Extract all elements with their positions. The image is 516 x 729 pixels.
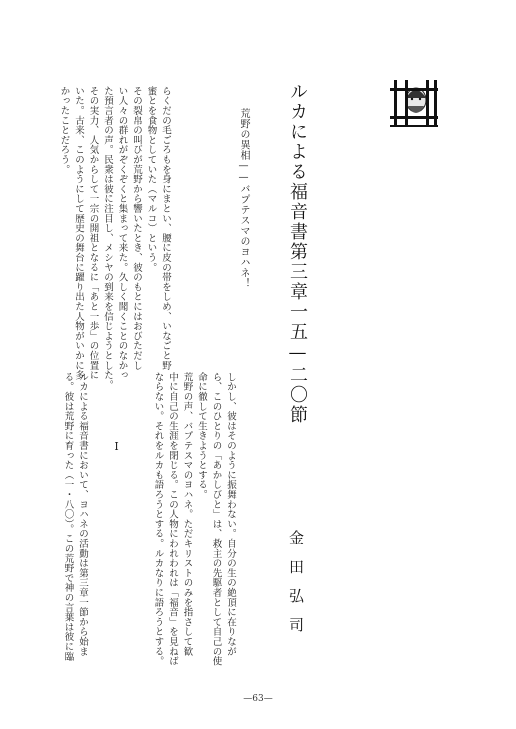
illustration-figure — [388, 78, 440, 130]
intro-line: ら、このひとりの「あかしびと」は、救主の先駆者として自己の使 — [210, 372, 222, 666]
section-number: I — [110, 440, 123, 453]
author-name: 金田弘司 — [287, 530, 305, 646]
upper-line: いた。古来、このようにして歴史の舞台に躍り出た人物がいかに多 — [73, 86, 84, 380]
upper-line: 蜜とを食物としていた（マルコ）という。 — [145, 86, 157, 273]
upper-line: い人々の群れがぞくぞくと集まって来た。久しく聞くことのなかっ — [116, 86, 128, 380]
upper-line: その裂帛の叫びが荒野から響いたとき、彼のもとにはおびただし — [131, 86, 142, 371]
page-number: —63— — [243, 694, 273, 704]
section-heading: 荒野の異相——バプテスマのヨハネ！ — [238, 108, 249, 289]
intro-paragraph — [150, 372, 237, 666]
section-paragraph — [60, 372, 89, 662]
intro-line: 命に徹して生きようとする。 — [196, 372, 207, 500]
intro-line: しかし、彼はそのように振舞わない。自分の生の絶頂に在りなが — [225, 372, 236, 657]
section-line: ルカによる福音書において、ヨハネの活動は第三章一節から始ま — [77, 372, 88, 657]
intro-line: ならない。それをルカも語ろうとする。ルカなりに語ろうとする。 — [152, 372, 164, 666]
upper-line: かったことだろう。 — [58, 86, 70, 175]
section-line: る。彼は荒野に育った（一・八〇）。この荒野で神の言葉は彼に臨 — [62, 372, 74, 662]
intro-line: 荒野の声、バプテスマのヨハネ。ただキリストのみを指さして歓 — [181, 372, 193, 657]
upper-line: た預言者の声。民衆は彼に注目し、メシヤの到来を信じようとした。 — [102, 86, 113, 390]
article-title: ルカによる福音書第三章一五—二〇節 — [287, 82, 308, 425]
upper-line: その実力、人気からして一宗の開祖となるに「あと一歩」の位置に — [87, 86, 99, 380]
upper-paragraph — [56, 86, 172, 390]
upper-line: らくだの毛ごろもを身にまとい、腰に皮の帯をしめ、いなごと野 — [160, 86, 171, 371]
intro-line: 中に自己の生涯を閉じる。この人物にわれわれは「福音」を見ねば — [167, 372, 178, 666]
